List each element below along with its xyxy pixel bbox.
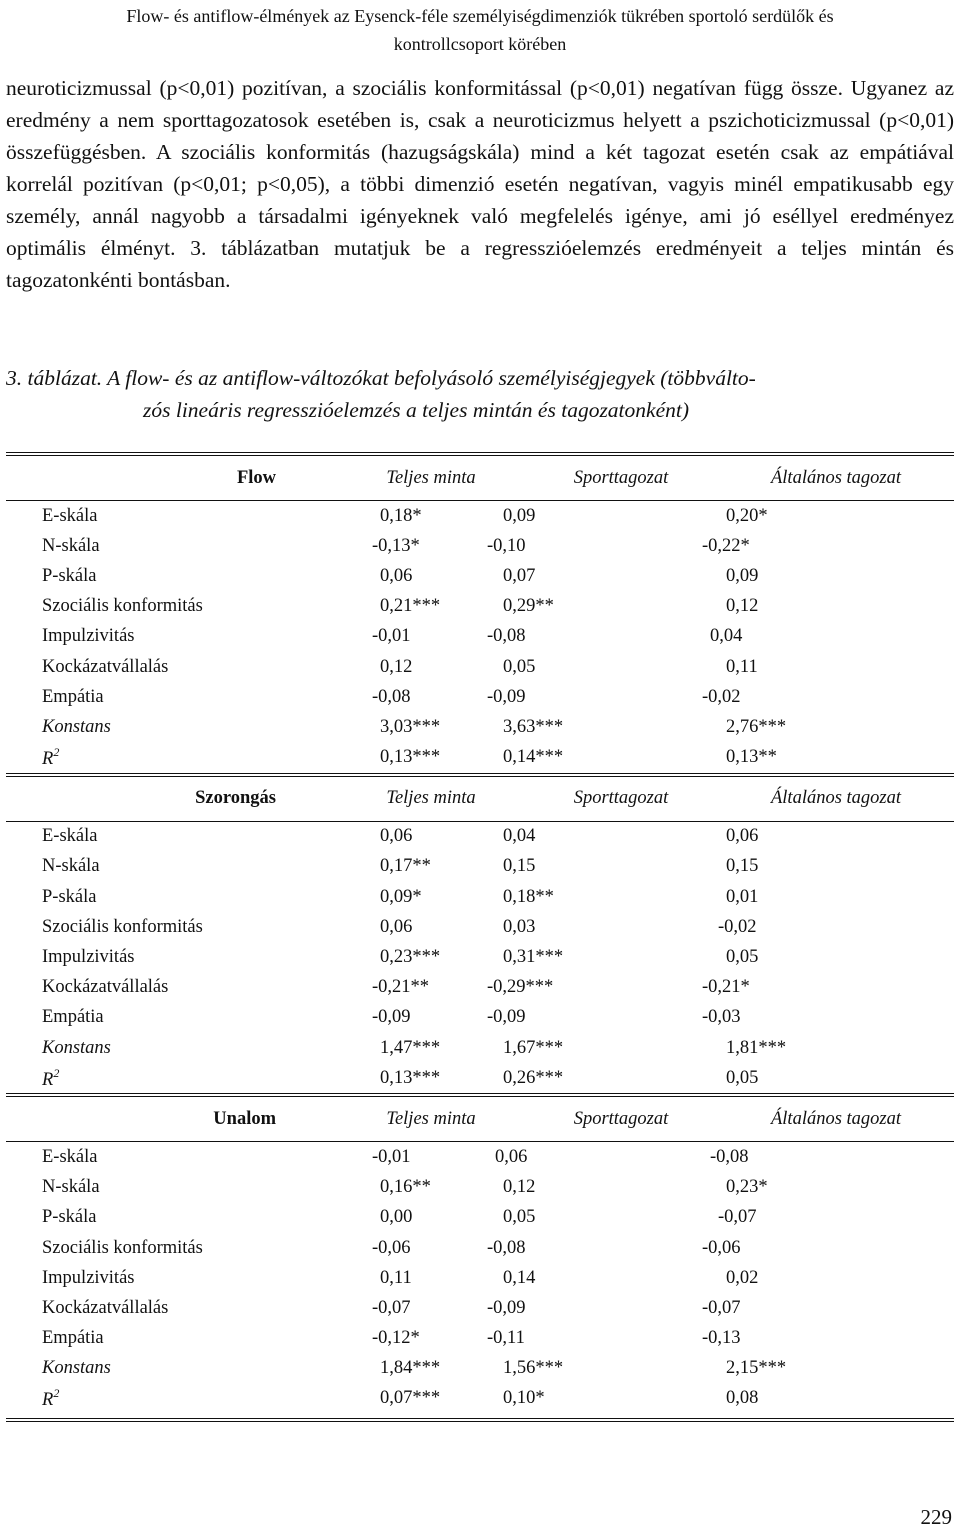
cell-value: -0,08 xyxy=(487,1237,526,1258)
cell-value: 1,67*** xyxy=(503,1037,564,1058)
cell-value: 0,29** xyxy=(503,596,554,617)
table-row xyxy=(6,1354,954,1384)
cell-value: -0,07 xyxy=(702,1297,741,1318)
cell-value: 0,01 xyxy=(726,886,759,907)
cell-value: 0,23* xyxy=(726,1177,768,1198)
cell-value: 0,13*** xyxy=(380,747,441,768)
regression-table xyxy=(6,452,954,1422)
section-header xyxy=(6,456,954,500)
cell-value: 0,09 xyxy=(726,565,759,586)
row-label-text: Impulzivitás xyxy=(42,1267,135,1288)
row-label-text: Impulzivitás xyxy=(42,626,135,647)
running-header xyxy=(0,2,960,58)
cell-value: 0,18* xyxy=(380,505,422,526)
row-label-text: P-skála xyxy=(42,886,97,907)
cell-value: -0,01 xyxy=(372,626,411,647)
row-label xyxy=(42,1298,372,1319)
cell-value: 1,47*** xyxy=(380,1037,441,1058)
row-label xyxy=(42,687,372,708)
row-label-text: N-skála xyxy=(42,535,100,556)
cell-value: 1,56*** xyxy=(503,1358,564,1379)
table-row xyxy=(6,1142,954,1172)
row-label xyxy=(42,947,372,968)
row-label xyxy=(42,1007,372,1028)
row-label xyxy=(42,1147,372,1168)
row-label xyxy=(42,745,372,770)
table-row xyxy=(6,822,954,852)
cell-value: 0,05 xyxy=(503,656,536,677)
cell-value: 0,05 xyxy=(726,947,759,968)
cell-value: 2,76*** xyxy=(726,716,787,737)
cell-value: 0,12 xyxy=(726,596,759,617)
cell-value: -0,07 xyxy=(372,1297,411,1318)
running-header-line1: Flow- és antiflow-élmények az Eysenck-féle személyiségdimenziók tükrében sportoló serdülők és xyxy=(126,6,834,26)
cell-value: -0,03 xyxy=(702,1007,741,1028)
column-header: Teljes minta xyxy=(386,788,476,809)
cell-value: -0,09 xyxy=(487,1297,526,1318)
table-row xyxy=(6,501,954,531)
column-header: Sporttagozat xyxy=(573,1108,669,1129)
cell-value: -0,09 xyxy=(487,1007,526,1028)
column-header: Általános tagozat xyxy=(770,1108,902,1129)
cell-value: 0,05 xyxy=(503,1207,536,1228)
table-row xyxy=(6,712,954,742)
caption-line1: 3. táblázat. A flow- és az antiflow-változókat befolyásoló személyiségjegyek (többválto- xyxy=(6,366,756,390)
table-row xyxy=(6,1384,954,1414)
cell-value: -0,13 xyxy=(702,1328,741,1349)
row-label-text: Empátia xyxy=(42,1328,104,1349)
row-label-text: R xyxy=(42,1069,54,1090)
row-label xyxy=(42,717,372,738)
column-header: Teljes minta xyxy=(386,467,476,488)
table-row xyxy=(6,1203,954,1233)
running-header-line2: kontrollcsoport körében xyxy=(393,34,567,54)
table-row xyxy=(6,1033,954,1063)
cell-value: 0,00 xyxy=(380,1207,413,1228)
row-label-text: Szociális konformitás xyxy=(42,596,203,617)
row-label xyxy=(42,856,372,877)
row-label-text: N-skála xyxy=(42,1177,100,1198)
cell-value: 2,15*** xyxy=(726,1358,787,1379)
column-header: Sporttagozat xyxy=(573,467,669,488)
cell-value: 0,08 xyxy=(726,1388,759,1409)
table-row xyxy=(6,561,954,591)
row-label-text: E-skála xyxy=(42,826,98,847)
row-label xyxy=(42,1038,372,1059)
row-label-text: Kockázatvállalás xyxy=(42,656,169,677)
table-section xyxy=(6,1093,954,1414)
row-label xyxy=(42,626,372,647)
row-label xyxy=(42,657,372,678)
cell-value: 0,03 xyxy=(503,916,536,937)
cell-value: 0,06 xyxy=(380,565,413,586)
cell-value: -0,02 xyxy=(702,686,741,707)
row-label-text: R xyxy=(42,1390,54,1411)
cell-value: 0,20* xyxy=(726,505,768,526)
row-label-text: Empátia xyxy=(42,686,104,707)
cell-value: -0,06 xyxy=(702,1237,741,1258)
row-label xyxy=(42,1207,372,1228)
body-text xyxy=(6,72,954,296)
table-row xyxy=(6,1293,954,1323)
table-row xyxy=(6,1063,954,1093)
column-header: Teljes minta xyxy=(386,1108,476,1129)
column-header: Általános tagozat xyxy=(770,788,902,809)
row-label-text: E-skála xyxy=(42,1146,98,1167)
cell-value: -0,08 xyxy=(372,686,411,707)
row-label xyxy=(42,566,372,587)
row-label-text: Impulzivitás xyxy=(42,947,135,968)
cell-value: -0,10 xyxy=(487,535,526,556)
row-label-text: Konstans xyxy=(42,1037,111,1058)
row-label-text: N-skála xyxy=(42,856,100,877)
cell-value: 0,13** xyxy=(726,747,777,768)
row-label xyxy=(42,826,372,847)
cell-value: -0,22* xyxy=(702,535,750,556)
table-row xyxy=(6,592,954,622)
table-row xyxy=(6,1263,954,1293)
table-row xyxy=(6,1003,954,1033)
row-label xyxy=(42,977,372,998)
row-label-text: Szociális konformitás xyxy=(42,1237,203,1258)
section-name: Unalom xyxy=(213,1108,276,1129)
cell-value: -0,06 xyxy=(372,1237,411,1258)
column-header: Általános tagozat xyxy=(770,467,902,488)
cell-value: 0,15 xyxy=(503,856,536,877)
cell-value: 0,23*** xyxy=(380,947,441,968)
cell-value: -0,08 xyxy=(487,626,526,647)
r-squared-superscript: 2 xyxy=(53,1065,60,1080)
table-section xyxy=(6,773,954,1094)
cell-value: 0,11 xyxy=(380,1267,412,1288)
cell-value: -0,02 xyxy=(718,916,757,937)
cell-value: 0,21*** xyxy=(380,596,441,617)
caption-line2: zós lineáris regresszióelemzés a teljes mintán és tagozatonként) xyxy=(143,398,690,422)
cell-value: 0,26*** xyxy=(503,1067,564,1088)
cell-value: 0,12 xyxy=(380,656,413,677)
cell-value: 0,09 xyxy=(503,505,536,526)
cell-value: 0,31*** xyxy=(503,947,564,968)
row-label-text: Empátia xyxy=(42,1007,104,1028)
cell-value: 0,06 xyxy=(726,826,759,847)
cell-value: 0,05 xyxy=(726,1067,759,1088)
cell-value: 0,09* xyxy=(380,886,422,907)
cell-value: 0,04 xyxy=(710,626,743,647)
row-label xyxy=(42,506,372,527)
cell-value: -0,21* xyxy=(702,977,750,998)
row-label xyxy=(42,1177,372,1198)
row-label xyxy=(42,1328,372,1349)
section-name: Flow xyxy=(236,467,276,488)
cell-value: 0,15 xyxy=(726,856,759,877)
table-row xyxy=(6,942,954,972)
table-row xyxy=(6,882,954,912)
table-row xyxy=(6,743,954,773)
cell-value: 0,17** xyxy=(380,856,431,877)
cell-value: 0,14*** xyxy=(503,747,564,768)
cell-value: 0,18** xyxy=(503,886,554,907)
cell-value: 0,11 xyxy=(726,656,758,677)
table-row xyxy=(6,1324,954,1354)
cell-value: 0,16** xyxy=(380,1177,431,1198)
row-label xyxy=(42,536,372,557)
cell-value: 0,04 xyxy=(503,826,536,847)
table-row xyxy=(6,652,954,682)
section-header xyxy=(6,1097,954,1141)
cell-value: -0,13* xyxy=(372,535,420,556)
cell-value: 0,06 xyxy=(380,826,413,847)
cell-value: 0,07*** xyxy=(380,1388,441,1409)
row-label xyxy=(42,596,372,617)
table-bottom-rule xyxy=(6,1418,954,1422)
cell-value: 0,06 xyxy=(495,1146,528,1167)
r-squared-superscript: 2 xyxy=(53,745,60,760)
row-label xyxy=(42,1238,372,1259)
row-label-text: E-skála xyxy=(42,505,98,526)
cell-value: -0,29*** xyxy=(487,977,554,998)
row-label xyxy=(42,1268,372,1289)
row-label xyxy=(42,1066,372,1091)
cell-value: 0,13*** xyxy=(380,1067,441,1088)
table-section xyxy=(6,452,954,773)
table-row xyxy=(6,1173,954,1203)
row-label-text: Szociális konformitás xyxy=(42,916,203,937)
table-row xyxy=(6,973,954,1003)
row-label xyxy=(42,887,372,908)
row-label xyxy=(42,917,372,938)
row-label-text: P-skála xyxy=(42,1207,97,1228)
table-row xyxy=(6,622,954,652)
row-label-text: R xyxy=(42,749,54,770)
table-row xyxy=(6,852,954,882)
table-row xyxy=(6,912,954,942)
cell-value: 3,63*** xyxy=(503,716,564,737)
cell-value: 0,14 xyxy=(503,1267,536,1288)
cell-value: 1,84*** xyxy=(380,1358,441,1379)
row-label xyxy=(42,1358,372,1379)
row-label xyxy=(42,1386,372,1411)
cell-value: 3,03*** xyxy=(380,716,441,737)
cell-value: -0,08 xyxy=(710,1146,749,1167)
body-paragraph: neuroticizmussal (p<0,01) pozitívan, a szociális konformitással (p<0,01) negatívan függ össze. Ugyanez az eredmény a nem sporttagozatosok esetében is, csak a neuroticizmus helyett a pszichoticizmussal (p<0,01) összefüggésben. A szociális konformitás (hazugságskála) mind a két tagozat esetén csak az empátiával korrelál pozitívan (p<0,01; p<0,05), a többi dimenzió esetén negatívan, vagyis minél empatikusabb egy személy, annál nagyobb a társadalmi igényeknek való megfelelés igénye, ami jó eséllyel eredményez optimális élményt. 3. táblázatban mutatjuk be a regresszióelemzés eredményeit a teljes mintán és tagozatonkénti bontásban. xyxy=(6,76,954,292)
column-header: Sporttagozat xyxy=(573,788,669,809)
cell-value: -0,09 xyxy=(372,1007,411,1028)
cell-value: 1,81*** xyxy=(726,1037,787,1058)
section-header xyxy=(6,777,954,821)
table-row xyxy=(6,1233,954,1263)
cell-value: -0,07 xyxy=(718,1207,757,1228)
row-label-text: Konstans xyxy=(42,716,111,737)
cell-value: 0,06 xyxy=(380,916,413,937)
row-label-text: Konstans xyxy=(42,1358,111,1379)
r-squared-superscript: 2 xyxy=(53,1386,60,1401)
cell-value: 0,02 xyxy=(726,1267,759,1288)
row-label-text: P-skála xyxy=(42,565,97,586)
cell-value: -0,11 xyxy=(487,1328,525,1349)
cell-value: 0,10* xyxy=(503,1388,545,1409)
table-row xyxy=(6,682,954,712)
cell-value: 0,12 xyxy=(503,1177,536,1198)
section-name: Szorongás xyxy=(195,788,276,809)
table-caption xyxy=(6,362,954,426)
cell-value: -0,09 xyxy=(487,686,526,707)
cell-value: -0,21** xyxy=(372,977,430,998)
cell-value: -0,01 xyxy=(372,1146,411,1167)
row-label-text: Kockázatvállalás xyxy=(42,977,169,998)
row-label-text: Kockázatvállalás xyxy=(42,1297,169,1318)
page-number: 229 xyxy=(920,1505,952,1529)
cell-value: -0,12* xyxy=(372,1328,420,1349)
table-row xyxy=(6,531,954,561)
cell-value: 0,07 xyxy=(503,565,536,586)
